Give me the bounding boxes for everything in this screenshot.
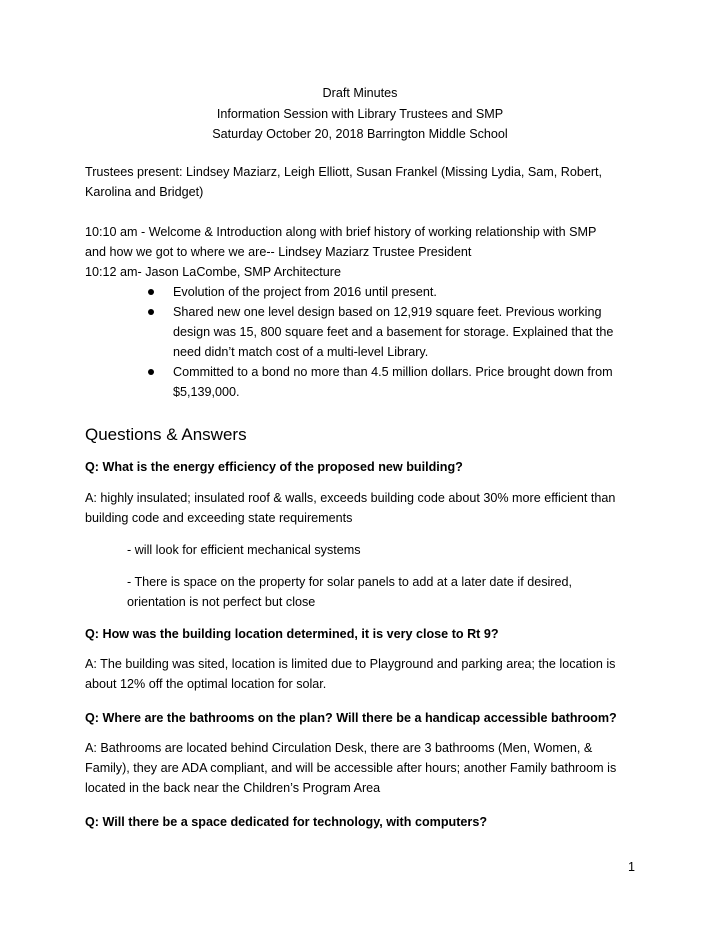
trustees-line: Trustees present: Lindsey Maziarz, Leigh Elliott, Susan Frankel (Missing Lydia, Sam, Robert, <box>85 165 603 179</box>
bullet-icon <box>148 309 154 315</box>
answer-line: A: Bathrooms are located behind Circulation Desk, there are 3 bathrooms (Men, Women, & <box>85 741 593 755</box>
header-date-location: Saturday October 20, 2018 Barrington Middle School <box>212 127 508 141</box>
header-title: Draft Minutes <box>322 86 398 100</box>
bullet-item <box>85 282 645 302</box>
agenda-item-welcome: 10:10 am - Welcome & Introduction along with brief history of working relationship with SMP <box>85 225 597 239</box>
answer-line: building code and exceeding state requirements <box>85 511 353 525</box>
bullet-text: Evolution of the project from 2016 until present. <box>173 285 437 299</box>
trustees-line: Karolina and Bridget) <box>85 185 204 199</box>
header-subtitle: Information Session with Library Trustees and SMP <box>216 106 504 121</box>
document-header <box>0 83 720 145</box>
question-3: Q: Where are the bathrooms on the plan? Will there be a handicap accessible bathroom? <box>85 711 617 725</box>
bullet-item <box>85 302 645 362</box>
page-number: 1 <box>628 860 636 874</box>
bullet-text: need didn’t match cost of a multi-level Library. <box>173 345 429 359</box>
bullet-text: Shared new one level design based on 12,919 square feet. Previous working <box>173 305 602 319</box>
answer-line: A: The building was sited, location is limited due to Playground and parking area; the location is <box>85 657 616 671</box>
answer-line: - There is space on the property for solar panels to add at a later date if desired, <box>127 575 572 589</box>
answer-line: orientation is not perfect but close <box>127 595 316 609</box>
answer-3 <box>85 738 645 798</box>
trustees-present <box>85 162 645 202</box>
agenda-item-presentation: 10:12 am- Jason LaCombe, SMP Architecture <box>85 265 341 279</box>
section-heading-qa: Questions & Answers <box>85 425 247 444</box>
answer-line: located in the back near the Children’s Program Area <box>85 781 381 795</box>
question-1: Q: What is the energy efficiency of the proposed new building? <box>85 460 463 474</box>
answer-line: A: highly insulated; insulated roof & walls, exceeds building code about 30% more efficient than <box>85 491 616 505</box>
bullet-text: $5,139,000. <box>173 385 240 399</box>
answer-1-sub-2 <box>85 572 687 612</box>
bullet-icon <box>148 289 154 295</box>
answer-1-sub-1: - will look for efficient mechanical systems <box>127 543 361 557</box>
bullet-icon <box>148 369 154 375</box>
question-2: Q: How was the building location determined, it is very close to Rt 9? <box>85 627 499 641</box>
agenda-item-welcome-cont: and how we got to where we are-- Lindsey Maziarz Trustee President <box>85 245 472 259</box>
agenda <box>85 222 645 402</box>
answer-2 <box>85 654 645 694</box>
bullet-text: design was 15, 800 square feet and a basement for storage. Explained that the <box>173 325 614 339</box>
answer-line: Family), they are ADA compliant, and will be accessible after hours; another Family bathroom is <box>85 761 617 775</box>
bullet-text: Committed to a bond no more than 4.5 million dollars. Price brought down from <box>173 365 613 379</box>
bullet-item <box>85 362 645 402</box>
question-4: Q: Will there be a space dedicated for technology, with computers? <box>85 815 488 829</box>
answer-line: about 12% off the optimal location for solar. <box>85 677 327 691</box>
presentation-bullets <box>85 282 645 402</box>
answer-1 <box>85 488 645 528</box>
